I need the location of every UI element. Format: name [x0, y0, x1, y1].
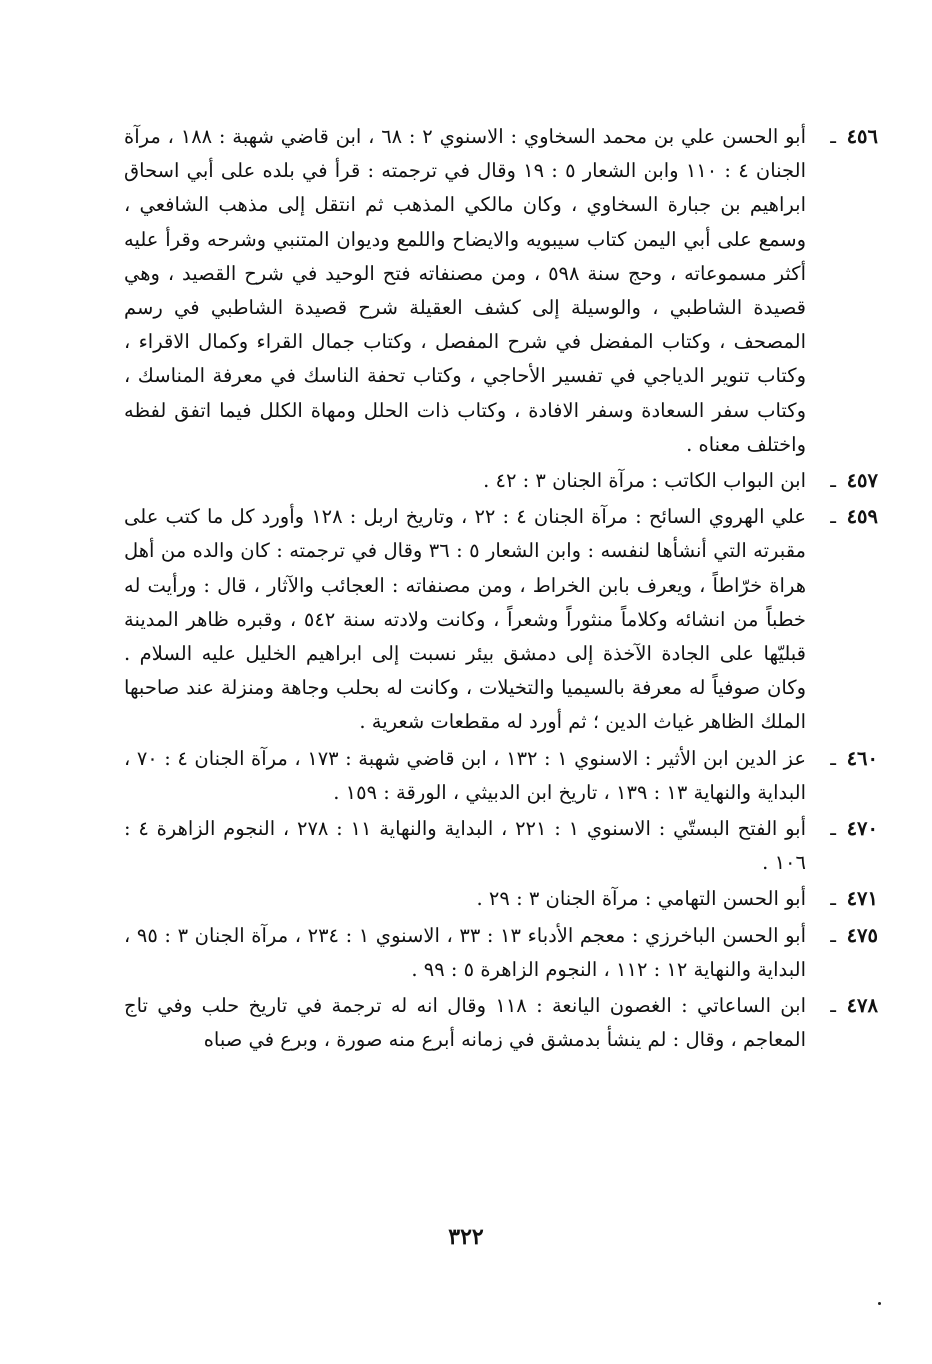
entry-460	[124, 742, 878, 810]
entry-number: ٤٧٠	[846, 817, 878, 841]
entry-number: ٤٧٥	[846, 923, 878, 947]
entry-text: أبو الحسن علي بن محمد السخاوي : الاسنوي ٢ : ٦٨ ، ابن قاضي شهبة : ١٨٨ ، مرآة الجنان ٤ : ١١٠ وابن الشعار ٥ : ١٩ وقال في ترجمته : قرأ في بلده على أبي اسحاق ابراهيم بن جبارة السخاوي ، وكان مالكي المذهب ثم انتقل إلى مذهب الشافعي ، وسمع على أبي اليمن كتاب سيبويه والايضاح واللمع وديوان المتنبي وشرحه وقرأ عليه أكثر مسموعاته ، وحج سنة ٥٩٨ ، ومن مصنفاته فتح الوحيد في شرح القصيد ، وهي قصيدة الشاطبي ، والوسيلة إلى كشف العقيلة شرح قصيدة الشاطبي في رسم المصحف ، وكتاب المفضل في شرح المفصل ، وكتاب جمال القراء وكمال الاقراء ، وكتاب تنوير الدياجي في تفسير الأحاجي ، وكتاب تحفة الناسك في معرفة المناسك ، وكتاب سفر السعادة وسفر الافادة ، وكتاب ذات الحلل ومهاة الكلل فيما اتفق لفظه واختلف معناه .	[124, 125, 807, 456]
entry-456	[124, 120, 878, 462]
entry-dash: ـ	[830, 505, 836, 529]
page-number: ٣٢٢	[448, 1224, 484, 1250]
entry-text: ابن البواب الكاتب : مرآة الجنان ٣ : ٤٢ .	[483, 469, 806, 493]
entry-457	[124, 464, 878, 498]
entry-459	[124, 500, 878, 739]
entry-dash: ـ	[830, 746, 836, 770]
entry-number: ٤٦٠	[846, 746, 878, 770]
footnote-entries	[124, 120, 878, 1059]
entry-number: ٤٧٨	[846, 994, 878, 1018]
entry-text: أبو الحسن الباخرزي : معجم الأدباء ١٣ : ٣٣ ، الاسنوي ١ : ٢٣٤ ، مرآة الجنان ٣ : ٩٥ ، البداية والنهاية ١٢ : ١١٢ ، النجوم الزاهرة ٥ : ٩٩ .	[124, 923, 806, 981]
entry-text: أبو الحسن التهامي : مرآة الجنان ٣ : ٢٩ .	[476, 887, 806, 911]
entry-470	[124, 812, 878, 880]
entry-text: ابن الساعاتي : الغصون اليانعة : ١١٨ وقال انه له ترجمة في تاريخ حلب وفي تاج المعاجم ، وقال : لم ينشأ بدمشق في زمانه أبرع منه صورة ، وبرع في صباه	[124, 994, 806, 1052]
entry-text: علي الهروي السائح : مرآة الجنان ٤ : ٢٢ ، وتاريخ اربل : ١٢٨ وأورد كل ما كتب على مقبرته التي أنشأها لنفسه : وابن الشعار ٥ : ٣٦ وقال في ترجمته : كان والده من أهل هراة خرّاطاً ، ويعرف بابن الخراط ، ومن مصنفاته : العجائب والآثار ، قال : ورأيت له خطباً من انشائه وكلاماً منثوراً وشعراً ، وكانت ولادته سنة ٥٤٢ ، وقبره ظاهر المدينة قبليّها على الجادة الآخذة إلى دمشق بيئر نسبت إلى ابراهيم الخليل عليه السلام . وكان صوفياً له معرفة بالسيميا والتخيلات ، وكانت له بحلب وجاهة ومنزلة عند صاحبها الملك الظاهر غياث الدين ؛ ثم أورد له مقطعات شعرية .	[124, 505, 807, 734]
entry-number: ٤٥٦	[846, 125, 878, 148]
entry-478	[124, 989, 878, 1057]
entry-dash: ـ	[830, 469, 836, 493]
scan-speck	[878, 1302, 881, 1305]
entry-dash: ـ	[830, 923, 836, 947]
entry-number: ٤٧١	[846, 887, 878, 911]
entry-number: ٤٥٧	[846, 469, 878, 493]
entry-dash: ـ	[830, 887, 836, 911]
entry-471	[124, 882, 878, 916]
entry-dash: ـ	[830, 994, 836, 1018]
entry-number: ٤٥٩	[846, 505, 878, 529]
entry-dash: ـ	[830, 817, 836, 841]
entry-dash: ـ	[830, 125, 836, 148]
entry-475	[124, 919, 878, 987]
entry-text: أبو الفتح البستّي : الاسنوي ١ : ٢٢١ ، البداية والنهاية ١١ : ٢٧٨ ، النجوم الزاهرة ٤ : ١٠٦ .	[124, 817, 806, 875]
entry-text: عز الدين ابن الأثير : الاسنوي ١ : ١٣٢ ، ابن قاضي شهبة : ١٧٣ ، مرآة الجنان ٤ : ٧٠ ، البداية والنهاية ١٣ : ١٣٩ ، تاريخ ابن الدبيثي ، الورقة : ١٥٩ .	[124, 746, 807, 804]
